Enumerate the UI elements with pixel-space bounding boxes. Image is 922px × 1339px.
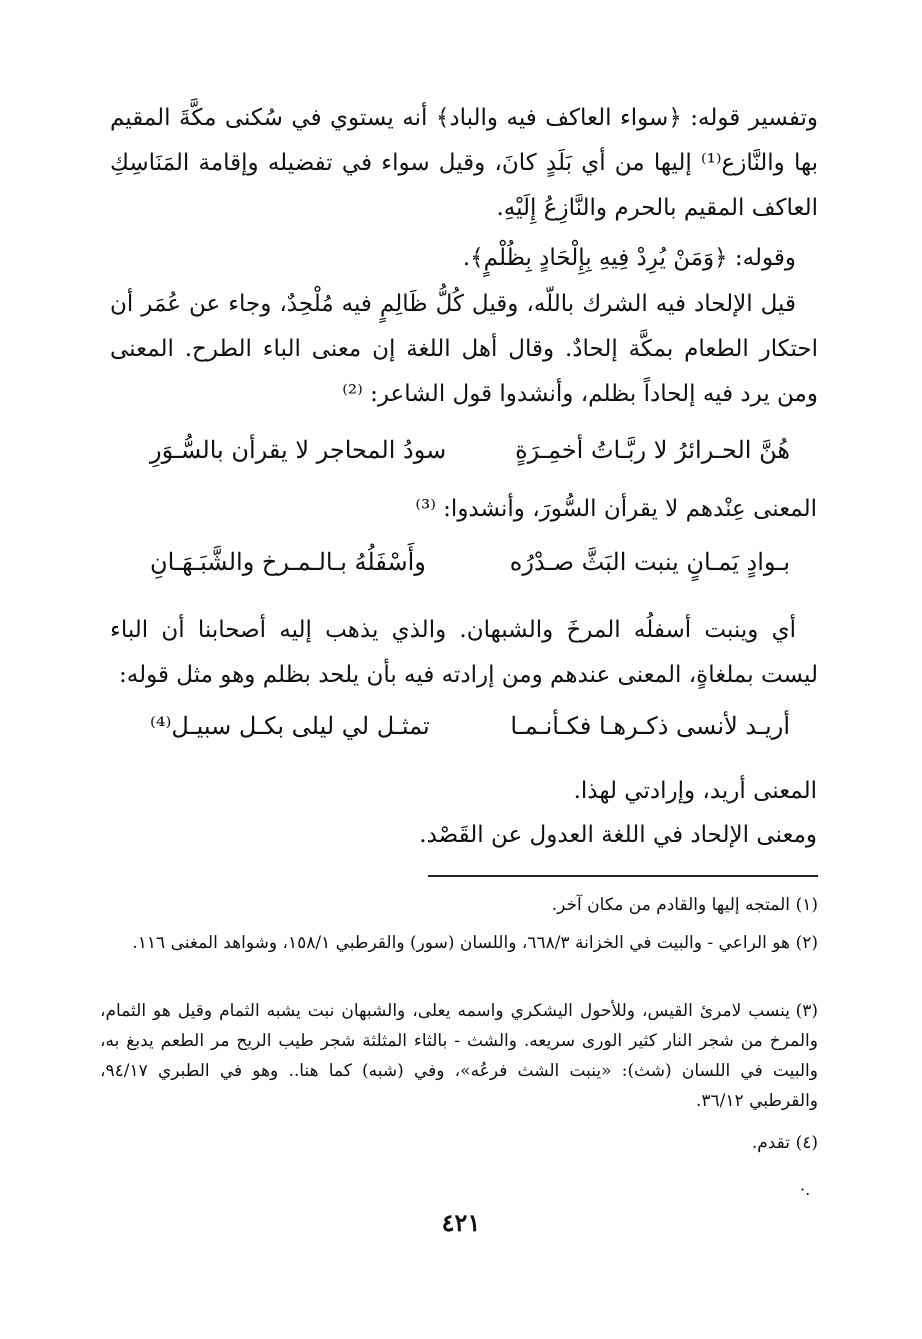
paragraph-verse-quote: وقوله: ﴿وَمَنْ يُرِدْ فِيهِ بِإِلْحَادٍ بِظُلْمٍ﴾. (462, 245, 796, 271)
text-line-ilhad-definition: ومعنى الإلحاد في اللغة العدول عن القَصْد. (419, 822, 817, 848)
footnote-1 (100, 890, 818, 920)
footnote-separator (428, 875, 818, 877)
verse-hemistich-left: سودُ المحاجر لا يقرأن بالسُّـوَرِ (150, 436, 447, 464)
page-number: ٤٢١ (441, 1208, 481, 1237)
poem-verse-1 (150, 436, 790, 464)
verse-hemistich-right: بـوادٍ يَمـانٍ ينبت البَثَّ صـدْرُه (509, 548, 790, 576)
footnote-number: (١) (795, 895, 818, 915)
poem-verse-2 (150, 548, 790, 576)
footnote-number: (٣) (795, 1001, 818, 1021)
footnote-4 (100, 1128, 818, 1158)
footnote-number: (٤) (795, 1133, 818, 1153)
paragraph-ilhad: قيل الإلحاد فيه الشرك باللّه، وقيل كُلُّ ظَالِمٍ فيه مُلْحِدٌ، وجاء عن عُمَر أن احتكار الطعام بمكَّة إلحادٌ. وقال أهل اللغة إن معنى الباء الطرح. المعنى ومن يرد فيه إلحاداً بظلم، وأنشدوا قول الشاعر: ⁽²⁾ (110, 291, 818, 407)
footnote-text: تقدم. (751, 1133, 790, 1153)
footnote-text: ينسب لامرئ القيس، وللأحول اليشكري واسمه يعلى، والشبهان نبت يشبه الثمام وقيل هو الثمام، والمرخ من شجر النار كثير الورى سريعه. والشث - بالثاء المثلثة شجر طيب الريح مر الطعم يدبغ به، والبيت في اللسان (شث): «ينبت الشث فرعُه»، وفي (شبه) كما هنا.. وهو في الطبري ٩٤/١٧، والقرطبي ٣٦/١٢. (100, 1001, 818, 1111)
text-line-meaning: المعنى عِنْدهم لا يقرأن السُّورَ، وأنشدوا: ⁽³⁾ (415, 496, 817, 522)
text-line-meaning-2: المعنى أريد، وإرادتي لهذا. (573, 778, 817, 804)
verse-hemistich-left: وأَسْفَلُهُ بـالـمـرخ والشَّبَـهَـانِ (150, 548, 426, 576)
stray-mark: ·. (800, 1180, 811, 1199)
footnote-3 (100, 996, 818, 1116)
footnote-2 (100, 928, 818, 958)
verse-hemistich-right: أريـد لأنسى ذكـرهـا فكـأنـمـا (510, 712, 790, 740)
paragraph-tafsir-sawa: وتفسير قوله: ﴿سواء العاكف فيه والباد﴾ أنه يستوي في سُكنى مكَّةَ المقيم بها والنَّازع⁽¹⁾ إليها من أي بَلَدٍ كانَ، وقيل سواء في تفضيله وإقامة المَنَاسِكِ العاكف المقيم بالحرم والنَّازِعُ إِلَيْهِ. (110, 105, 818, 221)
footnote-text: المتجه إليها والقادم من مكان آخر. (551, 895, 790, 915)
poem-verse-3 (150, 712, 790, 740)
paragraph-baa: أي وينبت أسفلُه المرخَ والشبهان. والذي يذهب إليه أصحابنا أن الباء ليست بملغاةٍ، المعنى عندهم ومن إرادته فيه بأن يلحد بظلم وهو مثل قوله: (110, 617, 818, 688)
verse-hemistich-left: تمثـل لي ليلى بكـل سبيـل⁽⁴⁾ (150, 712, 430, 740)
verse-hemistich-right: هُنَّ الحـرائرُ لا ربَّـاتُ أخمِـرَةٍ (515, 436, 790, 464)
footnote-number: (٢) (795, 933, 818, 953)
footnote-text: هو الراعي - والبيت في الخزانة ٦٦٨/٣، واللسان (سور) والقرطبي ١٥٨/١، وشواهد المغنى ١١٦. (132, 933, 790, 953)
